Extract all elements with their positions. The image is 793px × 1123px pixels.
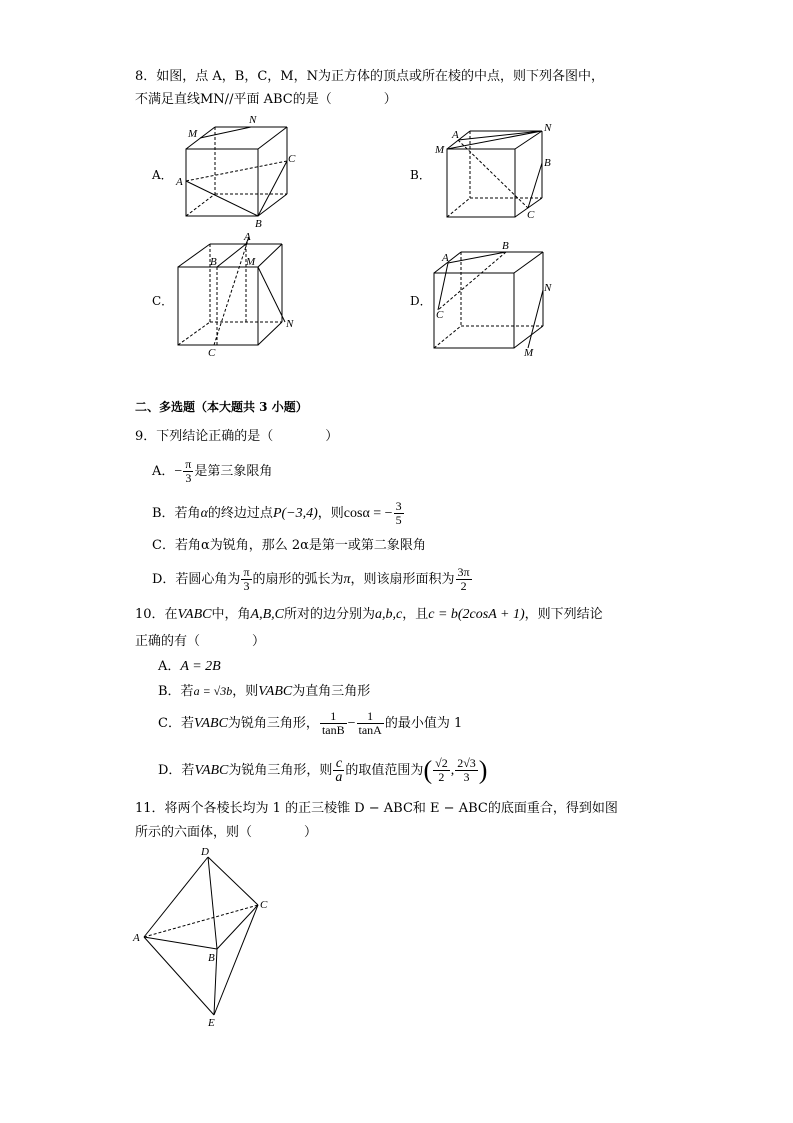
label-b: B: [255, 218, 262, 230]
svg-text:N: N: [286, 318, 294, 330]
cube-figure-a: [175, 112, 305, 231]
q11-line2: 所示的六面体，则（ ）: [135, 825, 318, 840]
q9-option-c: C．若角α为锐角，那么 2α是第一或第二象限角: [152, 538, 426, 553]
svg-text:A: A: [442, 252, 449, 264]
q10-line2: 正确的有（ ）: [135, 634, 266, 649]
q10-option-c: C．若VABC为锐角三角形， $\frac{1}{\tan B}$ − $\frac{1}{\tan A}$ 的最小值为 1: [158, 709, 463, 737]
section-heading: 二、多选题（本大题共 3 小题）: [135, 400, 308, 414]
svg-text:A: A: [244, 231, 251, 243]
label-c: C: [288, 153, 296, 165]
svg-text:C: C: [208, 347, 216, 359]
q8-line2: 不满足直线MN//平面 ABC的是（ ）: [135, 92, 397, 107]
svg-text:N: N: [544, 282, 552, 294]
q9-option-a: A．− $\frac{\pi}{3}$ 是第三象限角: [152, 457, 273, 485]
svg-text:M: M: [524, 347, 534, 359]
q8-line1: 8．如图，点 A，B，C，M，N为正方体的顶点或所在棱的中点，则下列各图中，: [135, 69, 604, 84]
svg-text:M: M: [246, 256, 256, 268]
label-b-hex: B: [208, 952, 215, 964]
q10-option-b: B．若a = √3b，则VABC为直角三角形: [158, 684, 371, 699]
hexahedron-figure: [130, 843, 290, 1037]
svg-text:A: A: [452, 129, 459, 141]
q9-option-d: D．若圆心角为 $\frac{\pi}{3}$ 的扇形的弧长为π，则该扇形面积为 $\frac{3\pi}{2}$: [152, 565, 470, 593]
svg-text:B: B: [544, 157, 551, 169]
svg-text:C: C: [436, 309, 444, 321]
cube-figure-b: [430, 118, 565, 232]
q8-option-d-label: D．: [410, 294, 432, 308]
svg-text:M: M: [435, 144, 445, 156]
cube-figure-c: [170, 232, 305, 361]
cube-figure-d: [428, 238, 563, 362]
svg-text:B: B: [210, 256, 217, 268]
svg-text:N: N: [544, 122, 552, 134]
q9-stem: 9．下列结论正确的是（ ）: [135, 429, 339, 444]
label-c-hex: C: [260, 899, 268, 911]
q8-option-a-label: A．: [152, 168, 173, 182]
q11-line1: 11．将两个各棱长均为 1 的正三棱锥 D − ABC和 E − ABC的底面重合，得到如图: [135, 801, 618, 816]
label-a: A: [176, 176, 183, 188]
q10-option-a: A．A = 2B: [158, 659, 221, 674]
svg-text:B: B: [502, 240, 509, 252]
q10-line1: 10．在VABC中，角A,B,C所对的边分别为a,b,c，且c = b(2cosA + 1)，则下列结论: [135, 607, 603, 622]
q8-option-b-label: B．: [410, 168, 431, 182]
q9-option-b: B．若角α的终边过点P(−3,4)，则cosα = − $\frac{3}{5}$: [152, 499, 402, 527]
q10-option-d: D．若VABC为锐角三角形，则 $\frac{c}{a}$ 的取值范围为( $\frac{√2}{2}$ , $\frac{2√3}{3}$ ): [158, 755, 488, 785]
svg-text:C: C: [527, 209, 535, 221]
label-d: D: [201, 846, 209, 858]
q8-option-c-label: C．: [152, 294, 174, 308]
label-a-hex: A: [133, 932, 140, 944]
label-e: E: [208, 1017, 215, 1029]
label-n: N: [249, 114, 257, 126]
label-m: M: [188, 128, 198, 140]
